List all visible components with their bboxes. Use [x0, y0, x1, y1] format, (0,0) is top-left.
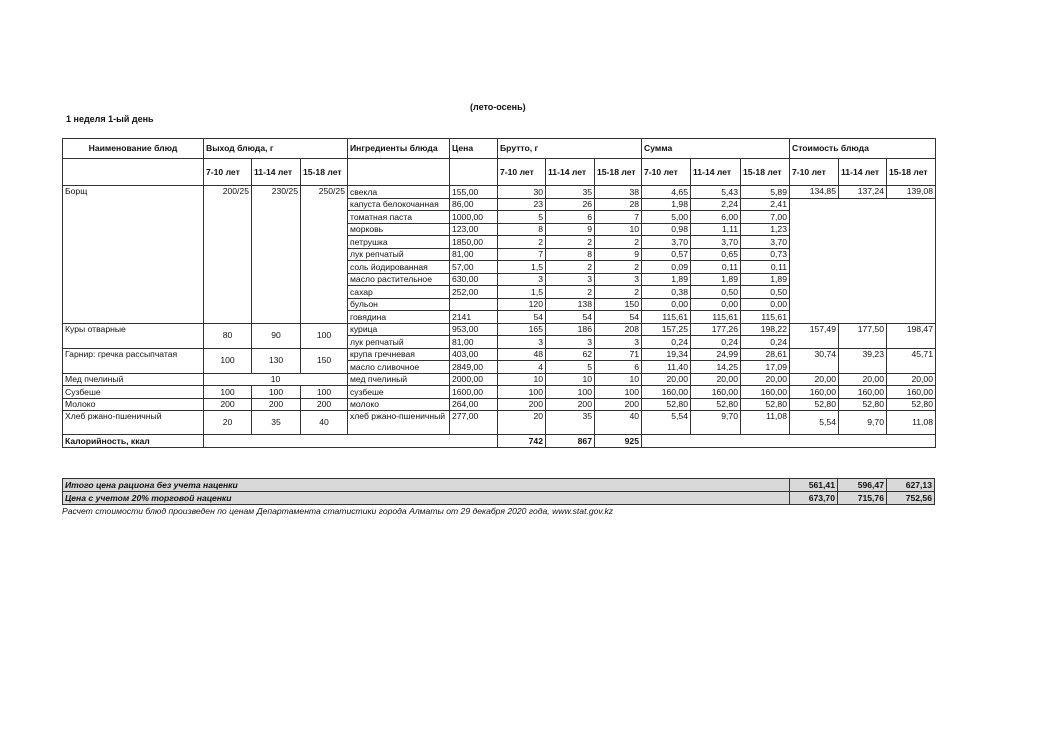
sum-value: 0,24 — [741, 336, 790, 349]
dish-output: 200 — [301, 398, 348, 411]
sum-value: 3,70 — [642, 236, 691, 249]
total-value: 596,47 — [838, 479, 887, 492]
header-row — [63, 139, 936, 159]
brutto-value: 62 — [546, 348, 595, 361]
age-header: 7-10 лет — [498, 159, 546, 186]
ingredient-name: сахар — [348, 286, 450, 299]
dish-cost: 45,71 — [887, 348, 936, 373]
brutto-value: 2 — [595, 261, 642, 274]
sum-value: 5,00 — [642, 211, 691, 224]
dish-output: 100 — [252, 386, 301, 399]
table-row — [63, 398, 936, 411]
calories-value: 742 — [498, 435, 546, 448]
ingredient-price: 953,00 — [450, 323, 498, 336]
brutto-value: 6 — [595, 361, 642, 374]
age-header: 15-18 лет — [301, 159, 348, 186]
ingredient-name: масло растительное — [348, 273, 450, 286]
sum-value: 1,23 — [741, 223, 790, 236]
sum-value: 20,00 — [642, 373, 691, 386]
col-sum: Сумма — [642, 139, 790, 159]
table-row — [63, 348, 936, 361]
brutto-value: 10 — [546, 373, 595, 386]
dish-output: 200 — [252, 398, 301, 411]
sum-value: 24,99 — [691, 348, 741, 361]
ingredient-name: крупа гречневая — [348, 348, 450, 361]
sum-value: 1,89 — [691, 273, 741, 286]
sum-value: 5,43 — [691, 186, 741, 199]
brutto-value: 200 — [595, 398, 642, 411]
sum-value: 198,22 — [741, 323, 790, 336]
sum-value: 20,00 — [691, 373, 741, 386]
sum-value: 0,24 — [642, 336, 691, 349]
sum-value: 115,61 — [691, 311, 741, 324]
dish-name: Хлеб ржано-пшеничный — [63, 411, 204, 435]
brutto-value: 6 — [546, 211, 595, 224]
ingredient-name: морковь — [348, 223, 450, 236]
ingredient-name: мед пчелиный — [348, 373, 450, 386]
table-row — [63, 373, 936, 386]
sum-value: 0,57 — [642, 248, 691, 261]
brutto-value: 200 — [546, 398, 595, 411]
dish-output: 40 — [301, 411, 348, 435]
sum-value: 9,70 — [691, 411, 741, 435]
sum-value: 4,65 — [642, 186, 691, 199]
calories-value: 925 — [595, 435, 642, 448]
totals-table — [62, 478, 935, 505]
ingredient-name: курица — [348, 323, 450, 336]
dish-cost: 134,85 — [790, 186, 839, 199]
dish-output: 35 — [252, 411, 301, 435]
brutto-value: 2 — [595, 236, 642, 249]
table-body — [63, 186, 936, 448]
brutto-value: 4 — [498, 361, 546, 374]
ingredient-name: лук репчатый — [348, 336, 450, 349]
ingredient-name: свекла — [348, 186, 450, 199]
ingredient-price: 277,00 — [450, 411, 498, 435]
sum-value: 11,40 — [642, 361, 691, 374]
sum-value: 115,61 — [741, 311, 790, 324]
brutto-value: 40 — [595, 411, 642, 435]
dish-name: Куры отварные — [63, 323, 204, 348]
dish-cost: 20,00 — [790, 373, 839, 386]
sum-value: 5,54 — [642, 411, 691, 435]
sum-value: 2,41 — [741, 198, 790, 211]
dish-name: Борщ — [63, 186, 204, 324]
brutto-value: 71 — [595, 348, 642, 361]
dish-name: Молоко — [63, 398, 204, 411]
sum-value: 0,11 — [691, 261, 741, 274]
calories-value: 867 — [546, 435, 595, 448]
sum-value: 1,89 — [741, 273, 790, 286]
brutto-value: 5 — [546, 361, 595, 374]
col-brutto: Брутто, г — [498, 139, 642, 159]
dish-cost: 160,00 — [839, 386, 887, 399]
ingredient-name: капуста белокочанная — [348, 198, 450, 211]
brutto-value: 7 — [595, 211, 642, 224]
sum-value: 28,61 — [741, 348, 790, 361]
dish-output: 150 — [301, 348, 348, 373]
dish-cost: 9,70 — [839, 411, 887, 435]
sum-value: 14,25 — [691, 361, 741, 374]
ingredient-price: 81,00 — [450, 336, 498, 349]
sum-value: 19,34 — [642, 348, 691, 361]
total-value: 752,56 — [887, 492, 935, 505]
col-price: Цена — [450, 139, 498, 159]
ingredient-name: лук репчатый — [348, 248, 450, 261]
brutto-value: 3 — [498, 273, 546, 286]
dish-cost: 157,49 — [790, 323, 839, 348]
age-header: 15-18 лет — [887, 159, 936, 186]
ingredient-name: молоко — [348, 398, 450, 411]
ingredient-name: томатная паста — [348, 211, 450, 224]
brutto-value: 38 — [595, 186, 642, 199]
dish-output: 100 — [204, 348, 252, 373]
brutto-value: 5 — [498, 211, 546, 224]
sum-value: 11,08 — [741, 411, 790, 435]
dish-cost: 139,08 — [887, 186, 936, 199]
sum-value: 177,26 — [691, 323, 741, 336]
table-row — [63, 186, 936, 199]
age-header: 11-14 лет — [691, 159, 741, 186]
total-value: 673,70 — [790, 492, 838, 505]
ingredient-price: 1000,00 — [450, 211, 498, 224]
dish-cost: 137,24 — [839, 186, 887, 199]
brutto-value: 2 — [546, 261, 595, 274]
ingredient-name: бульон — [348, 298, 450, 311]
sum-value: 0,50 — [691, 286, 741, 299]
sum-value: 52,80 — [741, 398, 790, 411]
brutto-value: 138 — [546, 298, 595, 311]
brutto-value: 1,5 — [498, 261, 546, 274]
dish-output: 130 — [252, 348, 301, 373]
sum-value: 52,80 — [642, 398, 691, 411]
ingredient-price: 123,00 — [450, 223, 498, 236]
brutto-value: 8 — [546, 248, 595, 261]
sum-value: 0,09 — [642, 261, 691, 274]
brutto-value: 1,5 — [498, 286, 546, 299]
brutto-value: 26 — [546, 198, 595, 211]
sum-value: 0,00 — [741, 298, 790, 311]
dish-output: 100 — [204, 386, 252, 399]
brutto-value: 7 — [498, 248, 546, 261]
ingredient-price — [450, 298, 498, 311]
brutto-value: 10 — [595, 223, 642, 236]
dish-cost: 198,47 — [887, 323, 936, 348]
calories-label: Калорийность, ккал — [63, 435, 204, 448]
sum-value: 1,11 — [691, 223, 741, 236]
ingredient-name: петрушка — [348, 236, 450, 249]
brutto-value: 30 — [498, 186, 546, 199]
dish-cost: 160,00 — [887, 386, 936, 399]
brutto-value: 186 — [546, 323, 595, 336]
total-value: 561,41 — [790, 479, 838, 492]
brutto-value: 100 — [595, 386, 642, 399]
sum-value: 5,89 — [741, 186, 790, 199]
ingredient-price: 2849,00 — [450, 361, 498, 374]
dish-name: Мед пчелиный — [63, 373, 204, 386]
dish-output: 100 — [301, 323, 348, 348]
ingredient-price: 2141 — [450, 311, 498, 324]
brutto-value: 9 — [595, 248, 642, 261]
source-note: Расчет стоимости блюд произведен по ценам Департамента статистики города Алматы от 29 декабря 2020 года, www.stat.gov.kz — [62, 506, 614, 516]
brutto-value: 10 — [498, 373, 546, 386]
sum-value: 0,65 — [691, 248, 741, 261]
sum-value: 160,00 — [741, 386, 790, 399]
dish-cost: 160,00 — [790, 386, 839, 399]
col-cost: Стоимость блюда — [790, 139, 936, 159]
empty-cell — [204, 435, 498, 448]
ingredient-price: 630,00 — [450, 273, 498, 286]
sum-value: 0,50 — [741, 286, 790, 299]
ingredient-price: 252,00 — [450, 286, 498, 299]
brutto-value: 20 — [498, 411, 546, 435]
age-header: 15-18 лет — [741, 159, 790, 186]
age-header: 7-10 лет — [642, 159, 691, 186]
sum-value: 0,11 — [741, 261, 790, 274]
age-header: 11-14 лет — [546, 159, 595, 186]
brutto-value: 54 — [595, 311, 642, 324]
col-ingredients: Ингредиенты блюда — [348, 139, 450, 159]
sum-value: 2,24 — [691, 198, 741, 211]
sum-value: 0,38 — [642, 286, 691, 299]
ingredient-price: 86,00 — [450, 198, 498, 211]
brutto-value: 100 — [546, 386, 595, 399]
dish-cost: 39,23 — [839, 348, 887, 373]
total-row-with-markup — [63, 492, 935, 505]
dish-cost: 52,80 — [839, 398, 887, 411]
dish-cost: 177,50 — [839, 323, 887, 348]
sum-value: 160,00 — [691, 386, 741, 399]
ingredient-price: 264,00 — [450, 398, 498, 411]
table-row — [63, 386, 936, 399]
age-header: 11-14 лет — [252, 159, 301, 186]
brutto-value: 3 — [546, 273, 595, 286]
sum-value: 1,89 — [642, 273, 691, 286]
ingredient-price: 155,00 — [450, 186, 498, 199]
brutto-value: 54 — [546, 311, 595, 324]
ingredient-price: 1850,00 — [450, 236, 498, 249]
dish-cost: 5,54 — [790, 411, 839, 435]
season-label: (лето-осень) — [470, 102, 526, 112]
age-header: 7-10 лет — [204, 159, 252, 186]
sum-value: 0,00 — [642, 298, 691, 311]
total-label: Итого цена рациона без учета наценки — [63, 479, 790, 492]
dish-name: Гарнир: гречка рассыпчатая — [63, 348, 204, 373]
day-label: 1 неделя 1-ый день — [66, 114, 154, 124]
ingredient-price: 403,00 — [450, 348, 498, 361]
sum-value: 115,61 — [642, 311, 691, 324]
dish-output: 230/25 — [252, 186, 301, 324]
brutto-value: 2 — [595, 286, 642, 299]
sum-value: 3,70 — [691, 236, 741, 249]
ingredient-name: масло сливочное — [348, 361, 450, 374]
dish-cost: 20,00 — [839, 373, 887, 386]
sum-value: 160,00 — [642, 386, 691, 399]
brutto-value: 2 — [498, 236, 546, 249]
brutto-value: 165 — [498, 323, 546, 336]
brutto-value: 2 — [546, 286, 595, 299]
total-value: 715,76 — [838, 492, 887, 505]
brutto-value: 8 — [498, 223, 546, 236]
sum-value: 52,80 — [691, 398, 741, 411]
sum-value: 7,00 — [741, 211, 790, 224]
brutto-value: 208 — [595, 323, 642, 336]
sum-value: 3,70 — [741, 236, 790, 249]
brutto-value: 23 — [498, 198, 546, 211]
ingredient-name: соль йодированная — [348, 261, 450, 274]
col-dish: Наименование блюд — [63, 139, 204, 159]
dish-output: 20 — [204, 411, 252, 435]
sum-value: 0,24 — [691, 336, 741, 349]
sum-value: 17,09 — [741, 361, 790, 374]
total-label: Цена с учетом 20% торговой наценки — [63, 492, 790, 505]
brutto-value: 3 — [498, 336, 546, 349]
brutto-value: 35 — [546, 411, 595, 435]
dish-output: 200/25 — [204, 186, 252, 324]
empty-cell — [642, 435, 936, 448]
total-row-no-markup — [63, 479, 935, 492]
brutto-value: 3 — [595, 273, 642, 286]
ingredient-price: 81,00 — [450, 248, 498, 261]
dish-cost: 52,80 — [887, 398, 936, 411]
calories-row — [63, 435, 936, 448]
dish-cost: 30,74 — [790, 348, 839, 373]
table-row — [63, 323, 936, 336]
total-value: 627,13 — [887, 479, 935, 492]
brutto-value: 3 — [546, 336, 595, 349]
sum-value: 0,98 — [642, 223, 691, 236]
age-header: 15-18 лет — [595, 159, 642, 186]
dish-cost: 20,00 — [887, 373, 936, 386]
brutto-value: 35 — [546, 186, 595, 199]
age-header: 11-14 лет — [839, 159, 887, 186]
dish-output: 10 — [204, 373, 348, 386]
dish-cost: 11,08 — [887, 411, 936, 435]
ingredient-price: 57,00 — [450, 261, 498, 274]
col-output: Выход блюда, г — [204, 139, 348, 159]
dish-output: 250/25 — [301, 186, 348, 324]
brutto-value: 10 — [595, 373, 642, 386]
brutto-value: 2 — [546, 236, 595, 249]
menu-table — [62, 138, 936, 448]
dish-output: 90 — [252, 323, 301, 348]
sum-value: 157,25 — [642, 323, 691, 336]
brutto-value: 9 — [546, 223, 595, 236]
ingredient-name: сузбеше — [348, 386, 450, 399]
sum-value: 6,00 — [691, 211, 741, 224]
dish-output: 100 — [301, 386, 348, 399]
sum-value: 0,00 — [691, 298, 741, 311]
ingredient-price: 2000,00 — [450, 373, 498, 386]
brutto-value: 54 — [498, 311, 546, 324]
age-header: 7-10 лет — [790, 159, 839, 186]
dish-output: 200 — [204, 398, 252, 411]
brutto-value: 200 — [498, 398, 546, 411]
brutto-value: 100 — [498, 386, 546, 399]
brutto-value: 48 — [498, 348, 546, 361]
ingredient-price: 1600,00 — [450, 386, 498, 399]
ingredient-name: говядина — [348, 311, 450, 324]
empty-cost — [790, 198, 936, 323]
dish-cost: 52,80 — [790, 398, 839, 411]
sum-value: 20,00 — [741, 373, 790, 386]
sum-value: 0,73 — [741, 248, 790, 261]
brutto-value: 28 — [595, 198, 642, 211]
table-row — [63, 411, 936, 435]
sum-value: 1,98 — [642, 198, 691, 211]
age-header-row — [63, 159, 936, 186]
brutto-value: 150 — [595, 298, 642, 311]
brutto-value: 120 — [498, 298, 546, 311]
ingredient-name: хлеб ржано-пшеничный — [348, 411, 450, 435]
dish-output: 80 — [204, 323, 252, 348]
dish-name: Сузбеше — [63, 386, 204, 399]
brutto-value: 3 — [595, 336, 642, 349]
